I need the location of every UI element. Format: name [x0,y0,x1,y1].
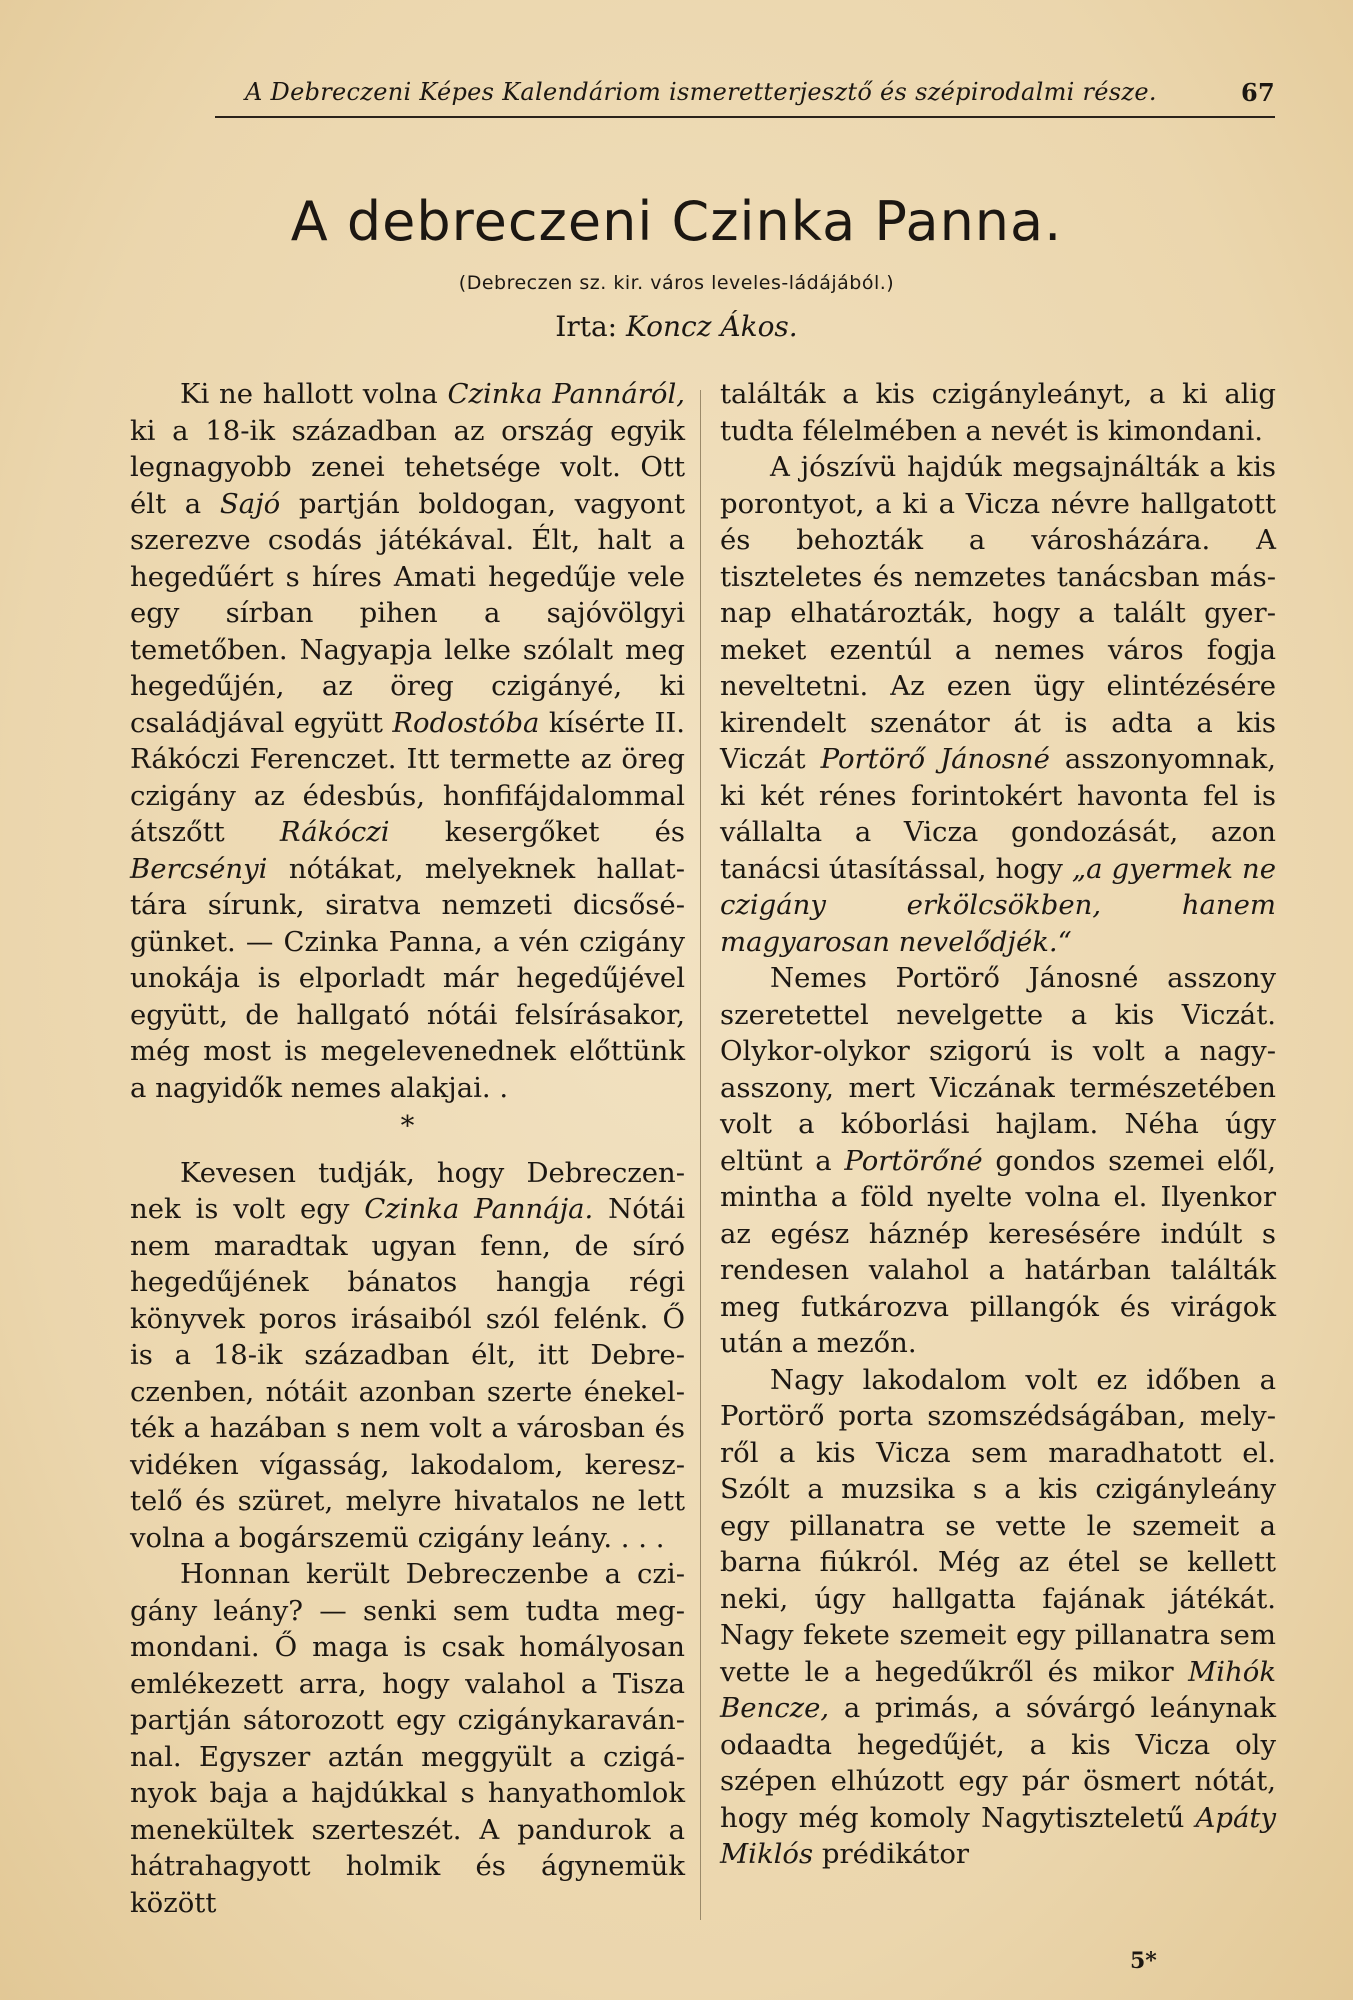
paragraph-continued [720,376,1276,449]
paragraph [130,1556,685,1921]
paragraph [720,1362,1276,1873]
signature-mark: 5* [1130,1948,1157,1974]
italic-text-run: Czinka Pannája. [364,1193,594,1225]
text-run: Nemes Portörő Jánosné asszony szeretettel nevelgette a kis Viczát. Olykor-olykor szigorú is volt a nagyasszony, mert Viczának természetében volt a kóborlási hajlam. Néha úgy eltünt a [720,962,1276,1177]
running-title: A Debreczeni Képes Kalendáriom ismeretterjesztő és szépirodalmi része. [245,78,1157,106]
text-run: a primás, a sóvárgó leánynak odaadta hegedűjét, a kis Vicza oly szépen elhúzott egy pár ösmert nótát, hogy még komoly Nagytiszteletű [720,1692,1276,1834]
article-subtitle: (Debreczen sz. kir. város leveles-ládájából.) [458,272,895,294]
paragraph [720,960,1276,1362]
section-break-star: * [400,1110,415,1142]
paragraph [720,449,1276,960]
text-run: kísérte II. Rákóczi Ferenczet. Itt termette az öreg czigány az édesbús, honfifájdalommal átszőtt [130,706,685,848]
italic-text-run: Bercsényi [130,852,268,885]
italic-text-run: Portörő Jánosné [820,743,1050,775]
text-run: A jószívü hajdúk megsajnálták a kis porontyot, a ki a Vicza névre hallgatott és behozták a városházára. A tiszteletes és nemzetes tanácsban másnap elhatározták, hogy a talált gyermeket ezentúl a nemes város fogja neveltetni. Az ezen ügy elintézésére kirendelt szenátor át is adta a kis Viczát [720,451,1276,775]
text-run: partján boldogan, vagyont szerezve csodás játékával. Élt, halt a hegedűért s híres Amati hegedűje vele egy sírban pihen a sajóvölgyi temetőben. Nagyapja lelke szólalt meg hegedűjén, az öreg czigányé, ki családjával együtt [130,487,686,739]
italic-text-run: Czinka Pannáról, [447,378,686,410]
italic-text-run: „a gyermek ne czigány erkölcsökben, hanem magyarosan nevelődjék.“ [720,852,1277,958]
text-run: Nagy lakodalom volt ez időben a Portörő porta szomszédságában, melyről a kis Vicza sem maradhatott el. Szólt a muzsika s a kis czigányleány egy pillanatra se vette le szemeit a barna fiúkról. Még az étel se kellett neki, úgy hallgatta fajának játékát. Nagy fekete szemeit egy pillanatra sem vette le a hegedűkről és mikor [720,1363,1276,1688]
header-rule [215,116,1275,118]
column-divider [700,390,701,1920]
text-run: kesergőket és [389,816,685,848]
text-run: Nótái nem maradtak ugyan fenn, de síró hegedűjének bánatos hangja régi könyvek poros irásaiból szól felénk. Ő is a 18-ik században élt, itt Debreczenben, nótáit azonban szerte énekelték a hazában s nem volt a városban és vidéken vígasság, lakodalom, keresztelő és szüret, melyre hivatalos ne lett volna a bogárszemü czigány leány. . . . [130,1193,686,1554]
paragraph [130,1155,685,1557]
page-number: 67 [1241,78,1275,107]
italic-text-run: Apáty Miklós [720,1801,1276,1870]
italic-text-run: Portörőné [844,1144,983,1177]
text-run: nótákat, melyeknek hallattára sírunk, siratva nemzeti dicsőségünket. — Czinka Panna, a vén czigány unokája is elporladt már hegedűjével együtt, de hallgató nótái felsírásakor, még most is megelevenednek előttünk a nagyidők nemes alakjai. . [130,852,685,1104]
text-run: találták a kis czigányleányt, a ki alig tudta félelmében a nevét is kimondani. [720,378,1276,447]
italic-text-run: Sajó [219,487,281,520]
right-column [720,376,1276,1873]
left-column [130,376,685,1921]
text-run: prédikátor [813,1838,970,1870]
italic-text-run: Rákóczi [279,816,390,848]
text-run: gondos szemei elől, mintha a föld nyelte volna el. Ilyenkor az egész háznép keresésére indúlt s rendesen valahol a határban találták meg futkározva pillangók és virágok után a mezőn. [720,1144,1276,1359]
italic-text-run: Mihók Bencze, [720,1655,1276,1724]
text-run: Honnan került Debreczenbe a czigány leány? — senki sem tudta megmondani. Ő maga is csak homályosan emlékezett arra, hogy valahol a Tisza partján sátorozott egy czigánykaravánnal. Egyszer aztán meggyült a czigányok baja a hajdúkkal s hanyathomlok menekültek szerteszét. A pandurok a hátrahagyott holmik és ágynemük között [130,1558,685,1919]
byline [0,310,1353,343]
article-title: A debreczeni Czinka Panna. [290,190,1063,253]
text-run: Ki ne hallott volna [180,378,448,410]
italic-text-run: Rodostóba [392,706,540,739]
text-run: asszonyomnak, ki két rénes forintokért havonta fel is vállalta a Vicza gondozását, azon tanácsi útasítással, hogy [720,743,1276,885]
text-run: ki a 18-ik században az ország egyik legnagyobb zenei tehetsége volt. Ott élt a [130,414,685,520]
author-name: Koncz Ákos. [626,310,798,343]
byline-prefix: Irta: [555,310,618,343]
paragraph [130,376,685,1106]
text-run: Kevesen tudják, hogy Debreczennek is volt egy [130,1156,685,1225]
running-header [215,78,1275,118]
